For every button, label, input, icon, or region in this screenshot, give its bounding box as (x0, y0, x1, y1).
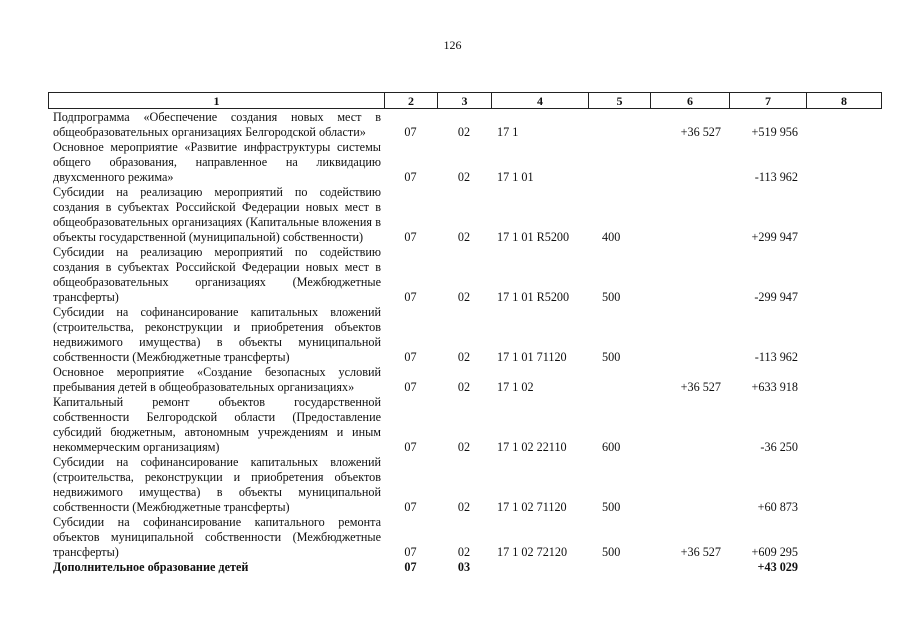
row-expense-type: 500 (602, 500, 621, 514)
row-amount-col7: +60 873 (757, 500, 798, 514)
row-description: Основное мероприятие «Создание безопасных условий пребывания детей в общеобразовательных организациях» (53, 365, 381, 394)
header-col-6: 6 (651, 93, 730, 109)
row-subsection: 02 (457, 350, 471, 364)
header-col-2: 2 (385, 93, 438, 109)
row-expense-type (588, 140, 650, 185)
row-description: Субсидии на реализацию мероприятий по содействию создания в субъектах Российской Федерации новых мест в общеобразовательных организациях (Межбюджетные трансферты) (53, 245, 381, 304)
table-header (48, 92, 882, 109)
row-section: 07 (404, 440, 417, 454)
header-col-7: 7 (730, 93, 807, 109)
table-row (48, 395, 881, 455)
row-expense-type: 400 (602, 230, 621, 244)
row-amount-col7: -113 962 (754, 170, 798, 184)
table-row (48, 140, 881, 185)
row-description: Субсидии на софинансирование капитального ремонта объектов муниципальной собственности (Межбюджетные трансферты) (53, 515, 381, 559)
row-expense-type: 600 (602, 440, 621, 454)
row-section: 07 (404, 170, 417, 184)
row-amount-col6 (650, 185, 729, 245)
row-target-article: 17 1 01 71120 (497, 350, 567, 364)
row-amount-col7: +43 029 (757, 560, 798, 574)
row-target-article: 17 1 02 72120 (497, 545, 568, 559)
row-description: Дополнительное образование детей (53, 560, 249, 574)
row-section: 07 (404, 380, 417, 394)
row-section: 07 (404, 290, 417, 304)
header-col-8: 8 (807, 93, 882, 109)
table-row (48, 110, 881, 140)
row-amount-col7: -36 250 (760, 440, 798, 454)
row-expense-type (588, 560, 650, 575)
row-section: 07 (404, 560, 417, 574)
row-target-article: 17 1 02 (497, 380, 534, 394)
row-amount-col6 (650, 455, 729, 515)
row-amount-col6: +36 527 (680, 125, 721, 139)
row-amount-col8 (806, 110, 881, 140)
row-amount-col6 (650, 395, 729, 455)
table-row (48, 305, 881, 365)
row-amount-col8 (806, 365, 881, 395)
row-subsection: 02 (457, 545, 471, 559)
row-description: Капитальный ремонт объектов государственной собственности Белгородской области (Предоставление субсидий бюджетным, автономным учреждениям и иным некоммерческим организациям) (53, 395, 381, 454)
row-target-article: 17 1 02 71120 (497, 500, 567, 514)
row-amount-col8 (806, 515, 881, 560)
table-row (48, 245, 881, 305)
row-expense-type: 500 (602, 545, 621, 559)
row-subsection: 02 (457, 170, 471, 184)
row-amount-col7: -113 962 (754, 350, 798, 364)
header-col-3: 3 (438, 93, 492, 109)
row-target-article: 17 1 01 R5200 (497, 290, 570, 304)
row-section: 07 (404, 125, 417, 139)
row-amount-col7: +609 295 (751, 545, 798, 559)
header-row (49, 93, 882, 109)
row-expense-type (588, 110, 650, 140)
row-expense-type: 500 (602, 290, 621, 304)
row-amount-col8 (806, 245, 881, 305)
header-col-5: 5 (589, 93, 651, 109)
budget-table (48, 110, 881, 575)
row-section: 07 (404, 350, 417, 364)
row-subsection: 03 (457, 560, 471, 574)
row-section: 07 (404, 545, 417, 559)
row-target-article: 17 1 01 (497, 170, 534, 184)
row-description: Основное мероприятие «Развитие инфраструктуры системы общего образования, направленное на ликвидацию двухсменного режима» (53, 140, 381, 184)
header-col-4: 4 (492, 93, 589, 109)
table-row (48, 365, 881, 395)
row-description: Подпрограмма «Обеспечение создания новых мест в общеобразовательных организациях Белгородской области» (53, 110, 381, 139)
row-amount-col8 (806, 560, 881, 575)
table-row (48, 455, 881, 515)
row-amount-col7: +299 947 (751, 230, 798, 244)
row-target-article (491, 560, 588, 575)
row-amount-col6 (650, 305, 729, 365)
row-amount-col6 (650, 140, 729, 185)
row-subsection: 02 (457, 125, 471, 139)
row-description: Субсидии на реализацию мероприятий по содействию создания в субъектах Российской Федерации новых мест в общеобразовательных организациях (Капитальные вложения в объекты государственной (муниципальной) собственности) (53, 185, 381, 244)
row-amount-col8 (806, 185, 881, 245)
row-amount-col7: +519 956 (751, 125, 798, 139)
table-row (48, 560, 881, 575)
row-amount-col7: -299 947 (754, 290, 798, 304)
table-row (48, 515, 881, 560)
row-target-article: 17 1 (497, 125, 519, 139)
row-description: Субсидии на софинансирование капитальных вложений (строительства, реконструкции и приобретения объектов недвижимого имущества) в объекты муниципальной собственности (Межбюджетные трансферты) (53, 455, 381, 514)
row-section: 07 (404, 500, 417, 514)
row-amount-col6: +36 527 (680, 545, 721, 559)
row-subsection: 02 (457, 500, 471, 514)
row-amount-col7: +633 918 (751, 380, 798, 394)
row-section: 07 (404, 230, 417, 244)
row-description: Субсидии на софинансирование капитальных вложений (строительства, реконструкции и приобретения объектов недвижимого имущества) в объекты муниципальной собственности (Межбюджетные трансферты) (53, 305, 381, 364)
row-subsection: 02 (457, 290, 471, 304)
row-amount-col8 (806, 455, 881, 515)
row-subsection: 02 (457, 230, 471, 244)
row-target-article: 17 1 02 22110 (497, 440, 567, 454)
row-amount-col8 (806, 140, 881, 185)
row-subsection: 02 (457, 380, 471, 394)
page-number: 126 (443, 38, 462, 52)
row-expense-type: 500 (602, 350, 621, 364)
row-amount-col8 (806, 395, 881, 455)
row-amount-col6 (650, 560, 729, 575)
row-subsection: 02 (457, 440, 471, 454)
row-expense-type (588, 365, 650, 395)
row-amount-col6 (650, 245, 729, 305)
header-col-1: 1 (49, 93, 385, 109)
row-target-article: 17 1 01 R5200 (497, 230, 570, 244)
row-amount-col8 (806, 305, 881, 365)
row-amount-col6: +36 527 (680, 380, 721, 394)
table-row (48, 185, 881, 245)
